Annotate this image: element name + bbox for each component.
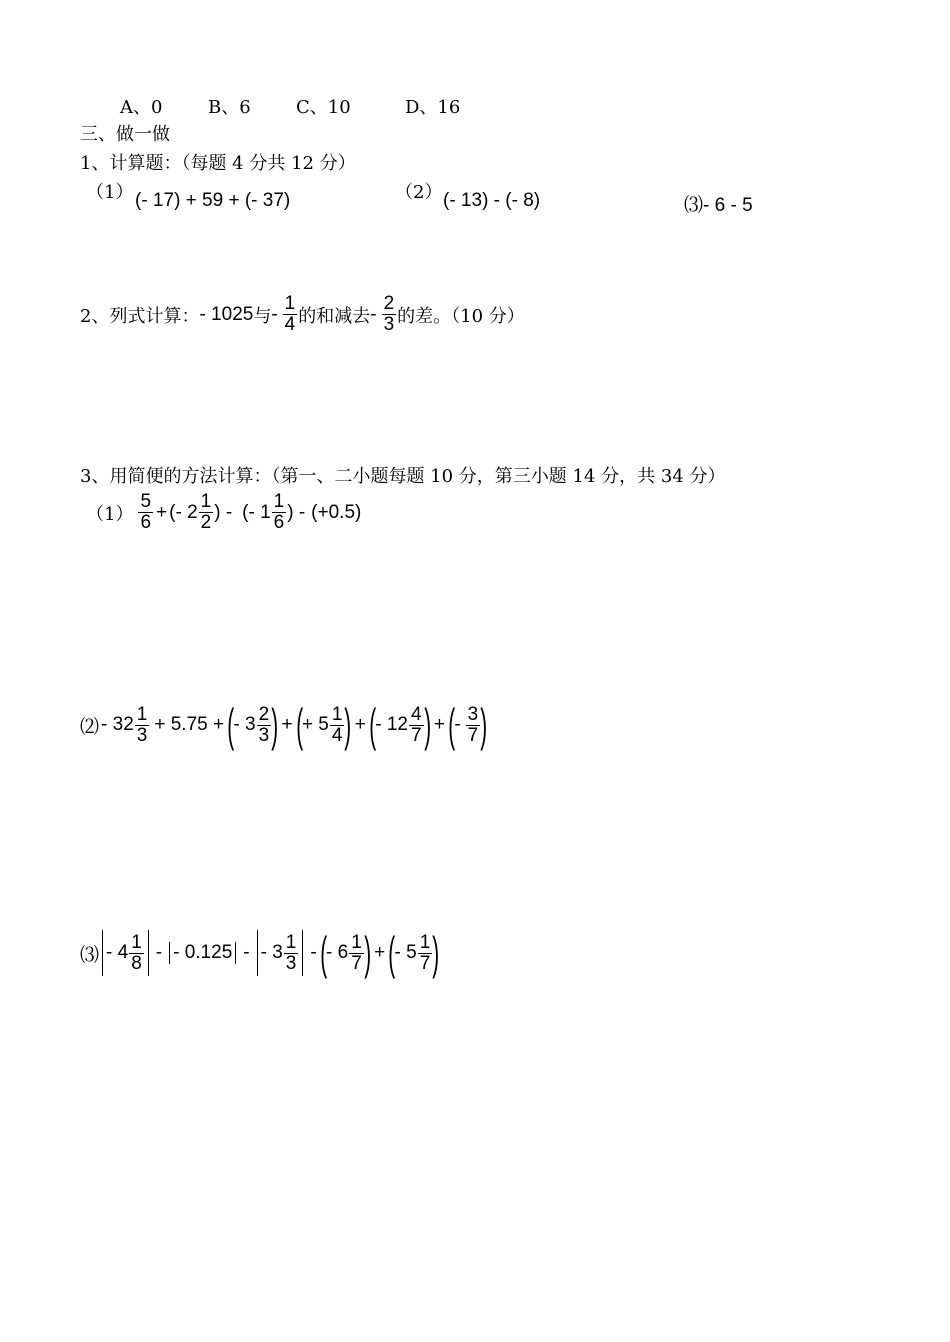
numerator: 1 — [131, 931, 142, 953]
term: - 6 — [326, 942, 349, 963]
plus-sign: + — [374, 942, 386, 963]
q3-p1-label: （1） — [86, 503, 134, 525]
choice-d: D、16 — [405, 97, 461, 118]
numerator: 2 — [258, 703, 270, 725]
fraction — [409, 705, 424, 746]
choice-b: B、6 — [208, 97, 251, 118]
q1-p1-label: （1） — [86, 182, 134, 203]
denominator: 7 — [351, 952, 362, 974]
minus-sign: - — [243, 942, 250, 963]
term: + 5.75 + — [154, 714, 225, 735]
operator: ) - — [214, 501, 233, 523]
numerator: 5 — [140, 491, 152, 512]
fraction — [330, 705, 345, 746]
q2-line — [80, 294, 525, 335]
left-paren: ( — [388, 927, 396, 979]
term: - 3 — [233, 714, 256, 735]
q2-sign-2: - — [370, 303, 377, 325]
section-title: 三、做一做 — [80, 124, 170, 145]
q2-text-3: 的差。（10 分） — [397, 305, 525, 327]
fraction — [284, 933, 299, 974]
numerator: 1 — [136, 703, 148, 725]
minus-sign: - — [155, 942, 163, 963]
numerator: 1 — [273, 491, 285, 512]
fraction — [349, 933, 364, 974]
q1-p1-expression: (- 17) + 59 + (- 37) — [135, 190, 291, 211]
left-paren: ( — [448, 699, 456, 751]
term: - 4 — [106, 942, 129, 963]
left-paren: ( — [319, 927, 327, 979]
q3-p1-mixed-fraction-2 — [272, 492, 287, 533]
q2-fraction-1-numerator: 1 — [284, 293, 296, 314]
q1-title: 1、计算题：（每题 4 分共 12 分） — [80, 153, 356, 174]
numerator: 1 — [419, 931, 431, 953]
denominator: 3 — [136, 724, 148, 746]
tail-term: (+0.5) — [311, 501, 362, 523]
operator: ) - — [287, 501, 306, 523]
q2-text-2: 的和减去 — [298, 305, 371, 327]
plus-sign: + — [156, 501, 168, 523]
right-paren: ) — [271, 699, 279, 751]
fraction — [135, 705, 150, 746]
numerator: 1 — [200, 491, 212, 512]
fraction — [466, 705, 481, 746]
right-paren: ) — [480, 699, 488, 751]
plus-sign: + — [281, 714, 293, 735]
abs-bar — [169, 942, 170, 964]
numerator: 4 — [410, 703, 422, 725]
term: + 5 — [301, 714, 329, 735]
plus-sign: + — [433, 714, 445, 735]
numerator: 3 — [467, 703, 479, 725]
q2-sign-1: - — [271, 303, 278, 325]
denominator: 6 — [140, 512, 152, 533]
abs-bar — [257, 930, 258, 976]
q3-p1-mixed-fraction-1 — [199, 492, 214, 533]
minus-sign: - — [310, 942, 317, 963]
denominator: 4 — [331, 724, 343, 746]
q3-p1-fraction — [138, 492, 153, 533]
mixed-number-whole: (- 1 — [242, 501, 271, 523]
denominator: 7 — [467, 724, 479, 746]
q3-p2-label: ⑵ — [80, 716, 100, 738]
abs-bar — [148, 930, 149, 976]
left-paren: ( — [227, 699, 235, 751]
term: - — [454, 714, 461, 735]
q1-p2-label: （2） — [395, 182, 443, 203]
q2-text-1: 与 — [253, 305, 272, 327]
q3-p2-line — [80, 699, 488, 751]
right-paren: ) — [423, 699, 431, 751]
q1-p3-label: ⑶ — [684, 195, 704, 216]
q2-prefix: 2、列式计算： — [80, 305, 200, 327]
fraction — [257, 705, 272, 746]
numerator: 1 — [285, 931, 297, 953]
plus-sign: + — [354, 714, 366, 735]
denominator: 3 — [258, 724, 270, 746]
numerator: 1 — [351, 931, 362, 953]
q3-p3-label: ⑶ — [80, 944, 100, 966]
q3-p1-line — [86, 492, 361, 533]
mixed-number-whole: (- 2 — [169, 501, 198, 523]
q2-fraction-2-denominator: 3 — [383, 314, 395, 335]
choice-c: C、10 — [296, 97, 351, 118]
q2-number: - 1025 — [199, 303, 254, 325]
denominator: 7 — [419, 952, 431, 974]
choice-a: A、0 — [120, 97, 163, 118]
right-paren: ) — [432, 927, 440, 979]
numerator: 1 — [331, 703, 343, 725]
term: - 3 — [260, 942, 283, 963]
denominator: 3 — [285, 952, 297, 974]
q2-fraction-1-denominator: 4 — [284, 314, 296, 335]
q2-fraction-2-numerator: 2 — [383, 293, 395, 314]
abs-bar — [102, 930, 103, 976]
term: - 5 — [394, 942, 417, 963]
q2-fraction-2 — [382, 294, 397, 335]
abs-bar — [302, 930, 303, 976]
denominator: 8 — [131, 952, 142, 974]
denominator: 6 — [273, 512, 285, 533]
term: - 0.125 — [173, 942, 233, 963]
term: - 12 — [375, 714, 408, 735]
fraction — [129, 933, 144, 974]
denominator: 7 — [410, 724, 422, 746]
right-paren: ) — [344, 699, 352, 751]
left-paren: ( — [369, 699, 377, 751]
q3-p3-line — [80, 927, 440, 979]
denominator: 2 — [200, 512, 212, 533]
term: - 32 — [101, 714, 134, 735]
q1-p2-expression: (- 13) - (- 8) — [443, 190, 541, 211]
left-paren: ( — [295, 699, 303, 751]
q1-p3-expression: - 6 - 5 — [703, 195, 753, 216]
q2-fraction-1 — [283, 294, 298, 335]
fraction — [418, 933, 433, 974]
abs-bar — [235, 942, 236, 964]
right-paren: ) — [363, 927, 371, 979]
q3-title: 3、用简便的方法计算：（第一、二小题每题 10 分，第三小题 14 分，共 34 分） — [80, 466, 726, 487]
